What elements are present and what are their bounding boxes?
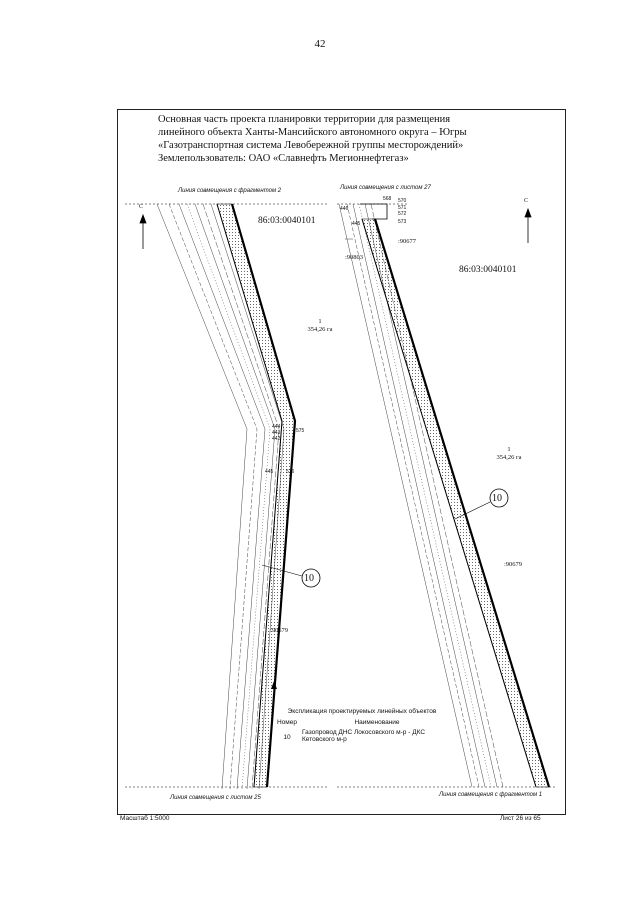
legend-title: Экспликация проектируемых линейных объектов [287,708,437,715]
match-label-bottom-right: Линия совмещения с фрагментом 1 [439,792,543,798]
north-arrow-right-shape [525,209,531,243]
point-label: 445 [265,469,274,475]
match-label-top-left: Линия совмещения с фрагментом 2 [178,188,282,194]
title-line-1: Основная часть проекта планировки территории для размещения [158,114,451,125]
legend-header-row [272,719,452,726]
legend-col-name: Наименование [354,719,400,726]
title-line-2: линейного объекта Ханты-Мансийского автономного округа – Югры [158,127,467,138]
north-letter-left: С [139,204,144,210]
parcel-90679-right: :90679 [504,561,523,568]
point-label: 572 [398,211,407,217]
point-label: 444 [272,424,281,430]
legend-row-name-1: Газопровод ДНС Локосовского м-р - ДКС [302,729,426,736]
right-projected-strip [362,219,549,787]
sheet-number-label: Лист 26 из 65 [500,815,541,822]
area-ha-right: 354,26 га [496,454,522,461]
area-num-left: 1 [318,318,322,325]
legend-row-name-2: Кетовского м-р [302,736,347,743]
point-label: 570 [398,198,407,204]
title-line-4: Землепользователь: ОАО «Славнефть Мегионнефтегаз» [158,153,409,164]
north-arrow-left-shape [140,215,146,249]
match-label-top-right: Линия совмещения с листом 27 [340,185,431,191]
parcel-90677: :90677 [398,238,417,245]
point-label: 445 [352,221,361,227]
scale-label: Масштаб 1:5000 [120,815,170,822]
area-label-right [489,446,529,462]
parcel-90679-left: :90679 [270,627,289,634]
north-letter-right: С [524,198,529,204]
point-label: 571 [398,205,407,211]
area-num-right: 1 [507,446,511,453]
cadastral-block-right: 86:03:0040101 [459,265,517,275]
point-label: 568 [383,196,392,202]
legend-table [272,708,452,743]
point-label: 575 [296,428,305,434]
page-number: 42 [314,38,326,50]
match-label-bottom-left: Линия совмещения с листом 25 [170,795,261,801]
left-projected-strip [217,204,295,787]
callout-number-right: 10 [492,493,502,504]
area-label-left [300,318,340,334]
point-label: 573 [398,219,407,225]
right-top-parcel-corner [360,204,387,219]
title-line-3: «Газотранспортная система Левобережной группы месторождений» [158,140,464,151]
right-boundary-line [375,219,549,787]
right-corridor-lines [339,204,503,787]
point-label: 576 [286,469,295,475]
legend-row-num: 10 [283,734,291,741]
parcel-90803: :90803 [345,254,364,261]
legend-row-name [302,729,452,743]
point-label: 442 [272,436,281,442]
point-label: 443 [272,430,281,436]
point-label: 446 [340,206,349,212]
legend-col-num: Номер [276,719,297,726]
callout-number-left: 10 [304,573,314,584]
legend-row [272,729,452,743]
sheet-title [158,113,538,165]
cadastral-block-left: 86:03:0040101 [258,216,316,226]
right-inner-boundary [362,219,536,787]
area-ha-left: 354,26 га [307,326,333,333]
